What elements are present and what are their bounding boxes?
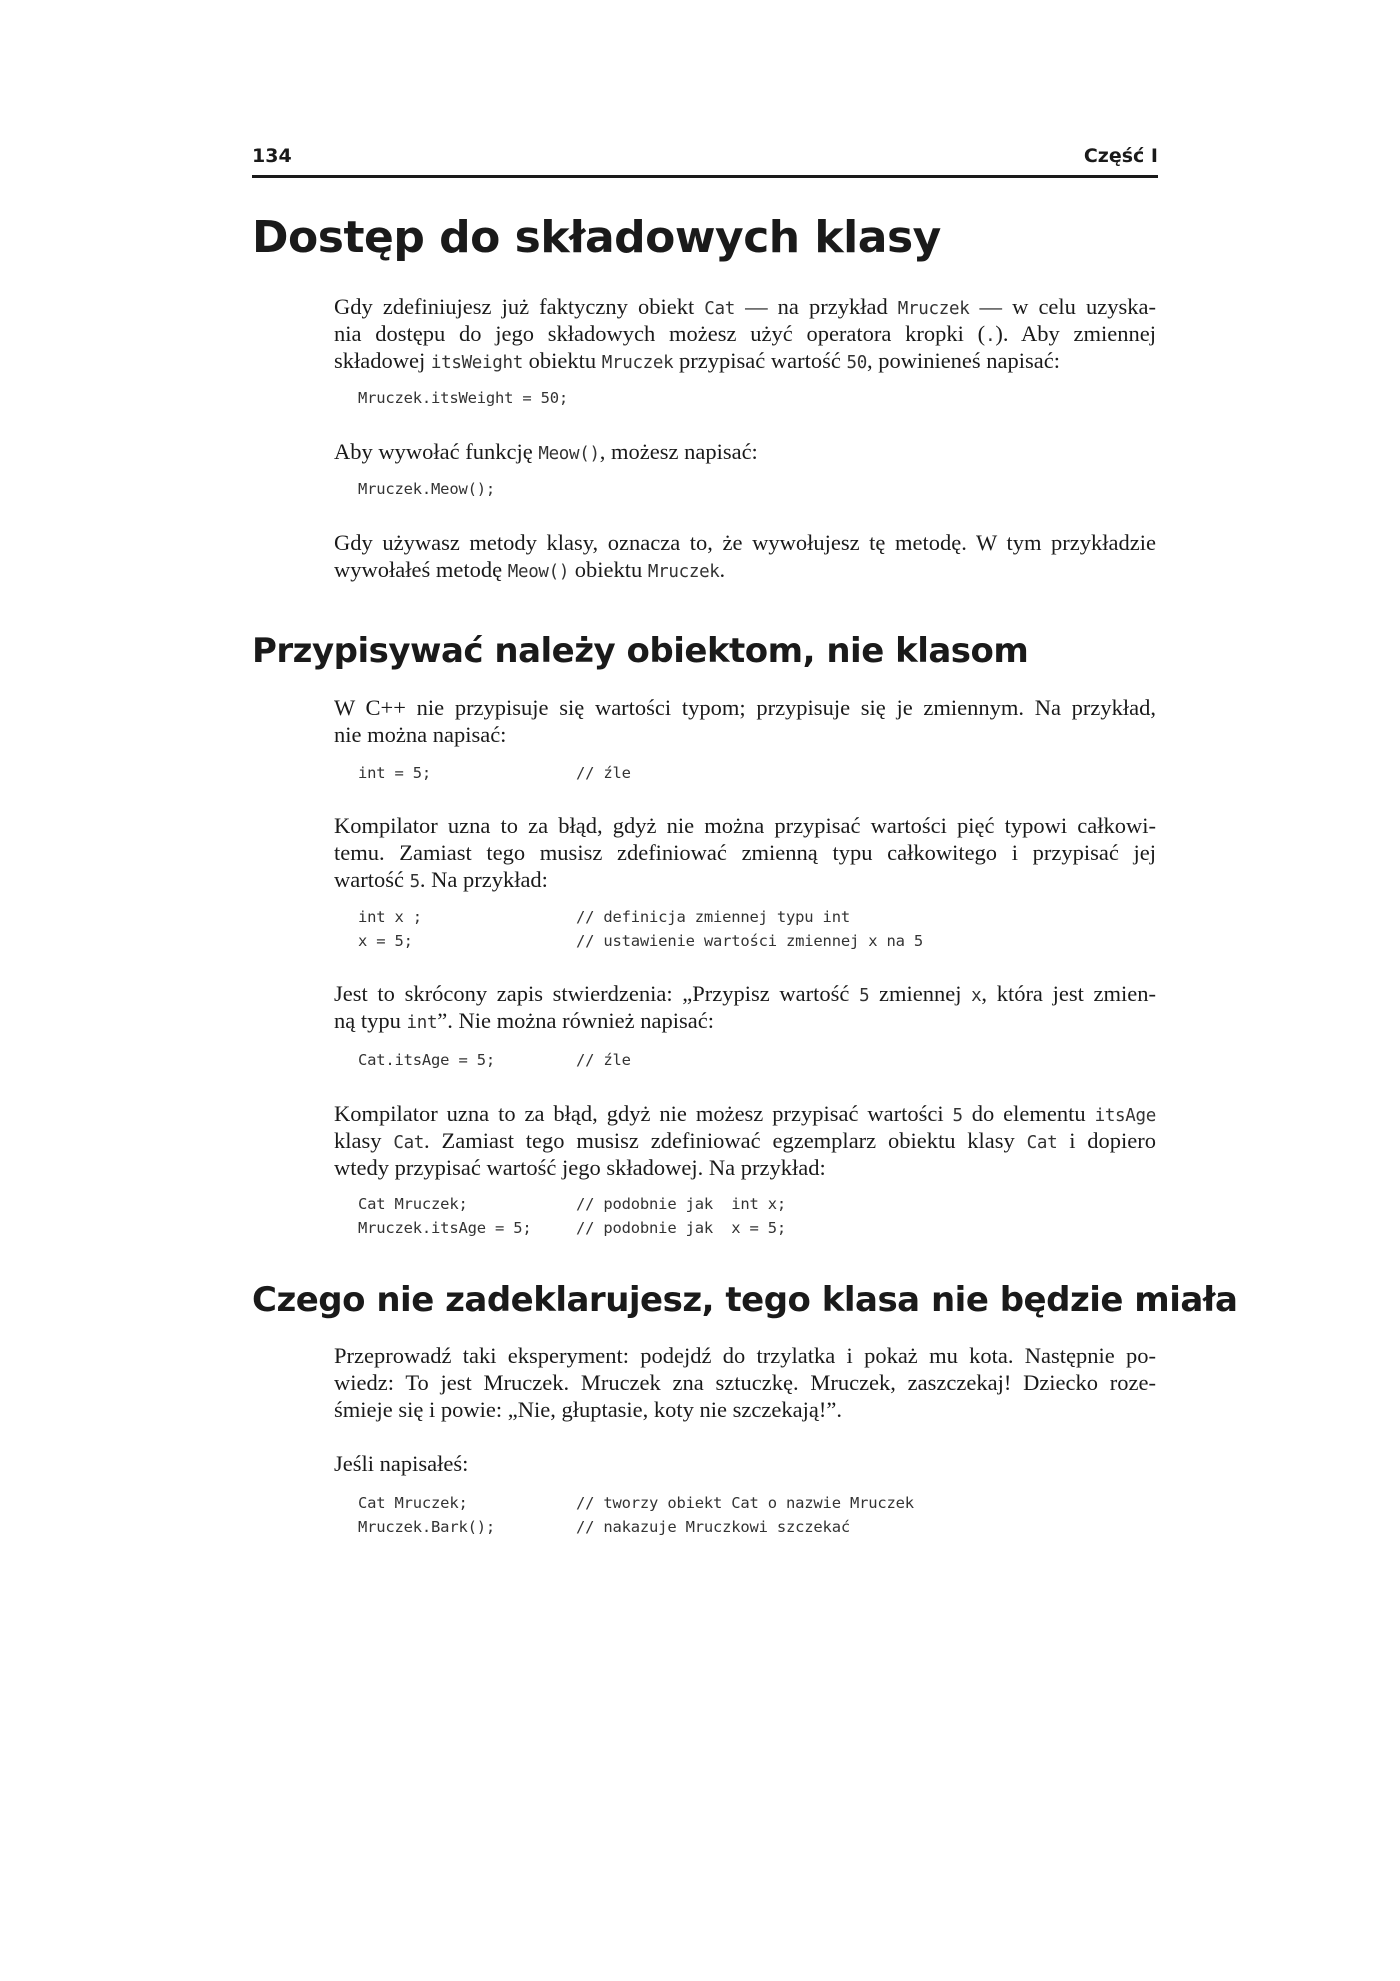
text-line: nia dostępu do jego składowych możesz użyć operatora kropki (.). Aby zmiennej [334,321,1156,346]
text-line: Kompilator uzna to za błąd, gdyż nie można przypisać wartości pięć typowi całkowi- [334,813,1156,838]
part-label: Część I [1083,145,1158,167]
text-line: temu. Zamiast tego musisz zdefiniować zmienną typu całkowitego i przypisać jej [334,840,1156,865]
text-line: Aby wywołać funkcję Meow(), możesz napisać: [334,439,758,464]
text-line: składowej itsWeight obiektu Mruczek przypisać wartość 50, powinieneś napisać: [334,348,1061,373]
text-line: nie można napisać: [334,722,507,747]
text-line: Kompilator uzna to za błąd, gdyż nie możesz przypisać wartości 5 do elementu itsAge [334,1101,1156,1126]
text-line: wywołałeś metodę Meow() obiektu Mruczek. [334,557,726,582]
text-line: Jeśli napisałeś: [334,1451,469,1476]
paragraph [334,529,1156,583]
paragraph [334,1450,1156,1477]
text-line: Przeprowadź taki eksperyment: podejdź do trzylatka i pokaż mu kota. Następnie po- [334,1343,1156,1368]
section-heading-access-members: Dostęp do składowych klasy [252,212,941,263]
section-heading-undeclared-members: Czego nie zadeklarujesz, tego klasa nie będzie miała [252,1280,1238,1320]
section-heading-assign-objects: Przypisywać należy obiektom, nie klasom [252,631,1029,671]
text-line: ną typu int”. Nie można również napisać: [334,1008,714,1033]
page-number: 134 [252,145,292,167]
running-header [252,143,1158,178]
paragraph [334,694,1156,748]
text-line: Gdy używasz metody klasy, oznacza to, że wywołujesz tę metodę. W tym przykładzie [334,530,1156,555]
paragraph [334,293,1156,374]
paragraph [334,438,1156,465]
text-line: Jest to skrócony zapis stwierdzenia: „Przypisz wartość 5 zmiennej x, która jest zmien- [334,981,1156,1006]
text-line: wiedz: To jest Mruczek. Mruczek zna sztuczkę. Mruczek, zaszczekaj! Dziecko roze- [334,1370,1156,1395]
paragraph [334,1342,1156,1423]
book-page: 134 Część I Dostęp do składowych klasy Gdy zdefiniujesz już faktyczny obiekt Cat — na przykład Mruczek — w celu uzyska- nia dostępu do jego składowych możesz użyć operatora kropki (.). Aby zmiennej składowej itsWeight obiektu Mruczek przypisać wartość 50, powinieneś napisać: Mruczek.itsWeight = 50; Aby wywołać funkcję Meow(), możesz napisać: Mruczek.Meow(); Gdy używasz metody klasy, oznacza to, że wywołujesz tę metodę. W tym przykładzie wywołałeś metodę Meow() obiektu Mruczek. Przypisywać należy obiektom, nie klasom W C++ nie przypisuje się wartości typom; przypisuje się je zmiennym. Na przykład, nie można napisać: int = 5; // źle Kompilator uzna to za błąd, gdyż nie można przypisać wartości pięć typowi całkowi- temu. Zamiast tego musisz zdefiniować zmienną typu całkowitego i przypisać jej wartość 5. Na przykład: int x ; // definicja zmiennej typu int x = 5; // ustawienie wartości zmiennej x na 5 Jest to skrócony zapis stwierdzenia: „Przypisz wartość 5 zmiennej x, która jest zmien- ną typu int”. Nie można również napisać: Cat.itsAge = 5; // źle Kompilator uzna to za błąd, gdyż nie możesz przypisać wartości 5 do elementu itsAge klasy Cat. Zamiast tego musisz zdefiniować egzemplarz obiektu klasy Cat i dopiero wtedy przypisać wartość jego składowej. Na przykład: Cat Mruczek; // podobnie jak int x; Mruczek.itsAge = 5; // podobnie jak x = 5; Czego nie zadeklarujesz, tego klasa nie będzie miała Przeprowadź taki eksperyment: podejdź do trzylatka i pokaż mu kota. Następnie po- wiedz: To jest Mruczek. Mruczek zna sztuczkę. Mruczek, zaszczekaj! Dziecko roze- śmieje się i powie: „Nie, głuptasie, koty nie szczekają!”. Jeśli napisałeś: Cat Mruczek; // tworzy obiekt Cat o nazwie Mruczek Mruczek.Bark(); // nakazuje Mruczkowi szczekać [252,145,1238,1536]
paragraph [334,980,1156,1034]
paragraph [334,1100,1156,1181]
text-line: klasy Cat. Zamiast tego musisz zdefiniować egzemplarz obiektu klasy Cat i dopiero [334,1128,1157,1153]
text-line: Gdy zdefiniujesz już faktyczny obiekt Cat — na przykład Mruczek — w celu uzyska- [334,294,1156,319]
text-line: wtedy przypisać wartość jego składowej. Na przykład: [334,1155,826,1180]
text-line: wartość 5. Na przykład: [334,867,548,892]
paragraph [334,812,1156,893]
text-line: W C++ nie przypisuje się wartości typom; przypisuje się je zmiennym. Na przykład, [334,695,1156,720]
text-line: śmieje się i powie: „Nie, głuptasie, koty nie szczekają!”. [334,1397,842,1422]
